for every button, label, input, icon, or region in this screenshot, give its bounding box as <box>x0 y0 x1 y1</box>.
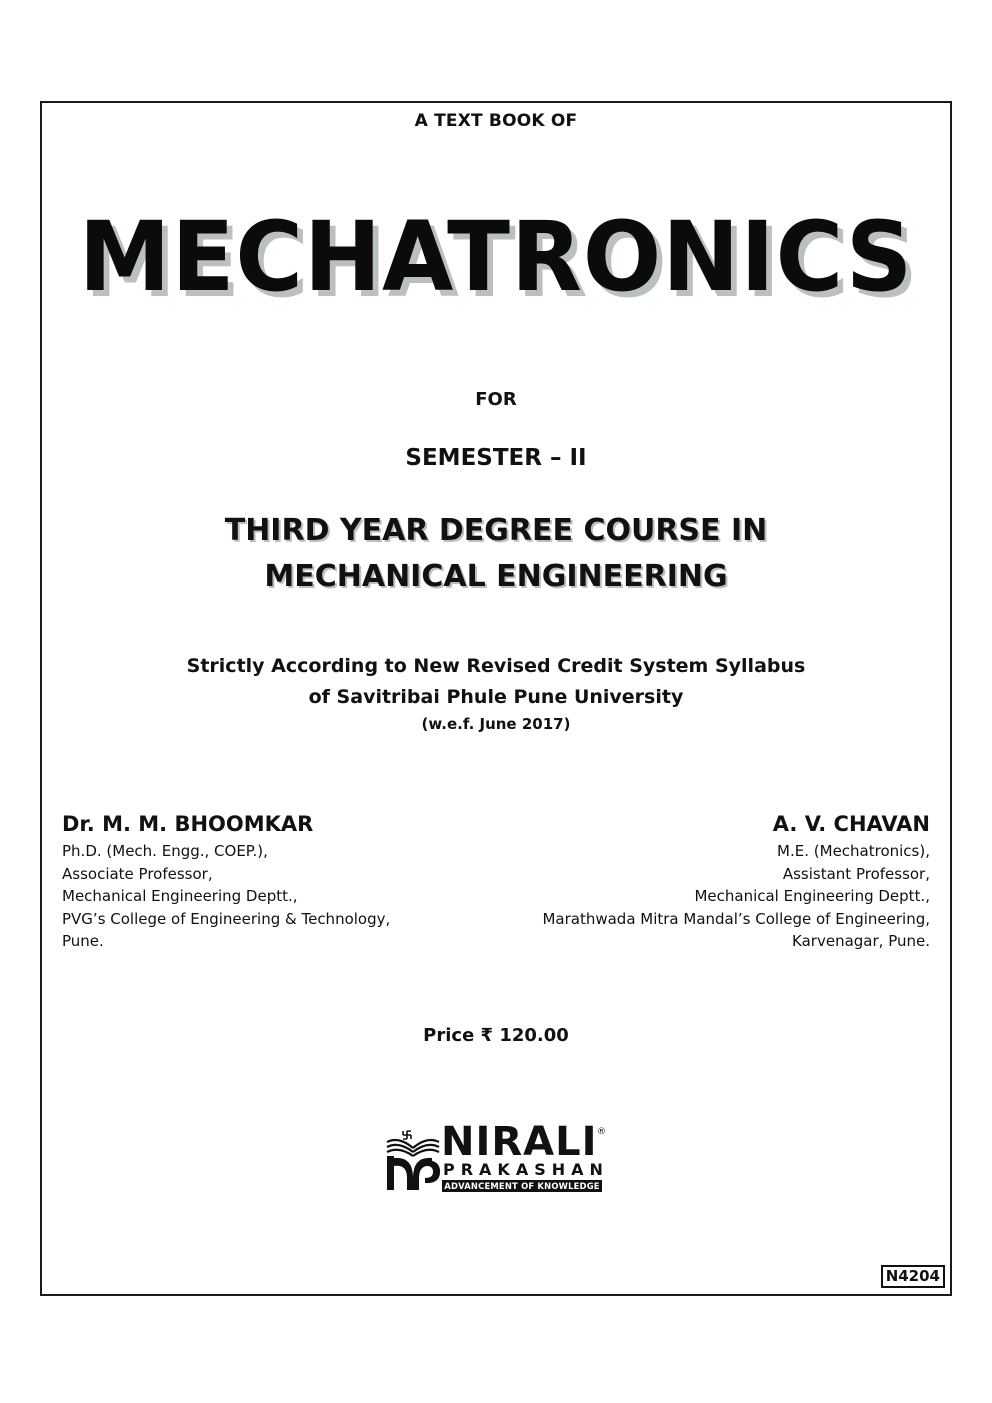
kicker-text: A TEXT BOOK OF <box>414 111 578 131</box>
author-department: Mechanical Engineering Deptt., <box>62 887 298 905</box>
publisher-name: NIRALI <box>441 1119 598 1165</box>
syllabus-statement <box>42 651 950 713</box>
syllabus-line-1: Strictly According to New Revised Credit System Syllabus <box>186 655 806 677</box>
open-book-logo-icon <box>385 1128 443 1192</box>
author-city: Karvenagar, Pune. <box>792 932 930 950</box>
author-credential: Ph.D. (Mech. Engg., COEP.), <box>62 842 268 860</box>
book-title: MECHATRONICS <box>78 201 914 313</box>
publisher-logo <box>385 1119 610 1193</box>
author-credential: M.E. (Mechatronics), <box>777 842 930 860</box>
for-label: FOR <box>475 389 517 410</box>
author-institution: PVG’s College of Engineering & Technology, <box>62 909 391 928</box>
price-label: Price ₹ 120.00 <box>423 1025 569 1046</box>
author-left <box>62 811 390 953</box>
publisher-subname: PRAKASHAN <box>443 1160 609 1179</box>
author-position: Assistant Professor, <box>782 864 930 883</box>
course-title <box>42 508 950 600</box>
effective-date: (w.e.f. June 2017) <box>421 715 571 733</box>
author-name: A. V. CHAVAN <box>772 812 930 836</box>
course-line-1: THIRD YEAR DEGREE COURSE IN <box>224 513 768 548</box>
author-institution: Marathwada Mitra Mandal’s College of Engineering, <box>542 909 930 928</box>
registered-mark: ® <box>597 1127 606 1137</box>
author-position: Associate Professor, <box>62 864 213 883</box>
syllabus-line-2: of Savitribai Phule Pune University <box>308 686 684 708</box>
course-line-2: MECHANICAL ENGINEERING <box>264 559 728 594</box>
author-name: Dr. M. M. BHOOMKAR <box>62 812 314 836</box>
publisher-tagline: ADVANCEMENT OF KNOWLEDGE <box>442 1180 602 1192</box>
author-department: Mechanical Engineering Deptt., <box>694 887 930 905</box>
author-right <box>542 811 930 953</box>
semester-label: SEMESTER – II <box>405 445 587 471</box>
cover-frame <box>40 101 952 1296</box>
author-city: Pune. <box>62 932 104 950</box>
book-code-badge: N4204 <box>881 1265 945 1288</box>
